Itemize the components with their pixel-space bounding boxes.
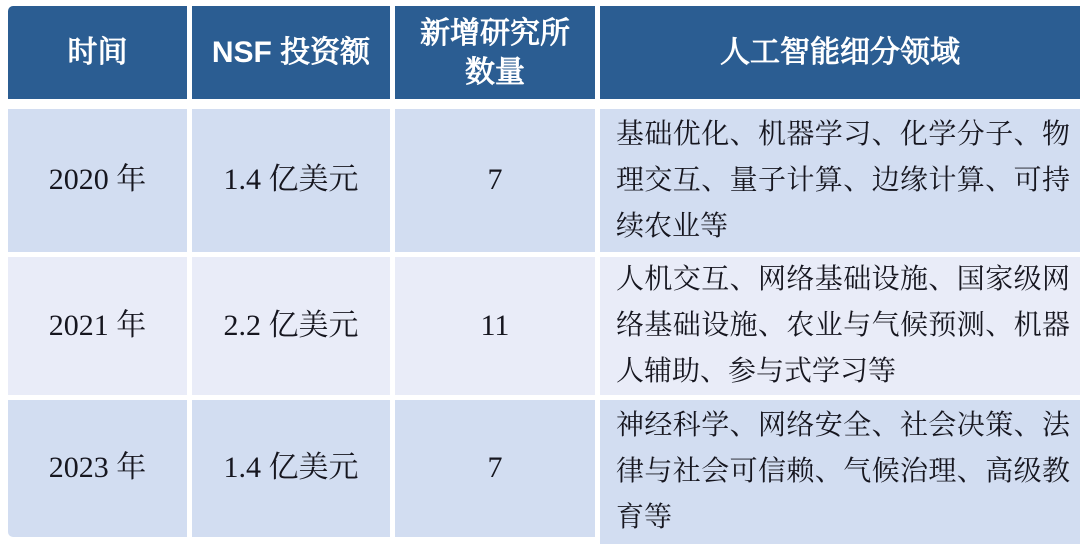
header-ai-subfields: 人工智能细分领域 <box>600 6 1080 99</box>
cell-investment-2023: 1.4 亿美元 <box>192 400 390 537</box>
cell-new-institutes-2021: 11 <box>395 257 595 395</box>
cell-time-2023: 2023 年 <box>8 400 187 537</box>
cell-new-institutes-2023: 7 <box>395 400 595 537</box>
cell-ai-fields-2023: 神经科学、网络安全、社会决策、法律与社会可信赖、气候治理、高级教育等 <box>600 400 1080 544</box>
table-body <box>8 109 1080 537</box>
cell-ai-fields-2021: 人机交互、网络基础设施、国家级网络基础设施、农业与气候预测、机器人辅助、参与式学习等 <box>600 257 1080 395</box>
header-nsf-investment: NSF 投资额 <box>192 6 390 99</box>
cell-investment-2020: 1.4 亿美元 <box>192 109 390 252</box>
table-header-row <box>8 6 1080 99</box>
cell-time-2020: 2020 年 <box>8 109 187 252</box>
cell-time-2021: 2021 年 <box>8 257 187 395</box>
header-new-institutes-count: 新增研究所数量 <box>395 6 595 99</box>
cell-investment-2021: 2.2 亿美元 <box>192 257 390 395</box>
cell-new-institutes-2020: 7 <box>395 109 595 252</box>
header-time: 时间 <box>8 6 187 99</box>
nsf-ai-institutes-table <box>8 6 1080 537</box>
cell-ai-fields-2020: 基础优化、机器学习、化学分子、物理交互、量子计算、边缘计算、可持续农业等 <box>600 109 1080 252</box>
